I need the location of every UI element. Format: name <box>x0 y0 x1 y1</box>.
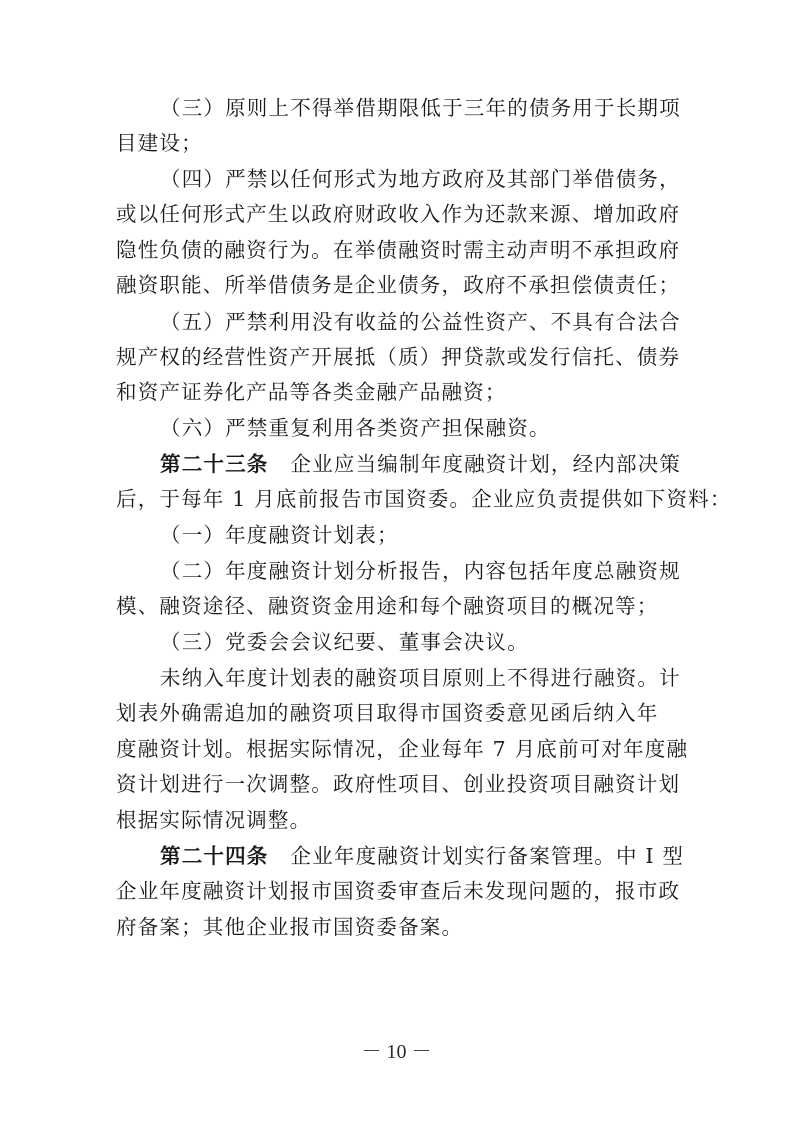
item-2-line-1: （二）年度融资计划分析报告，内容包括年度总融资规 <box>160 559 681 583</box>
article-24-line-2: 企业年度融资计划报市国资委审查后未发现问题的，报市政 <box>116 879 681 903</box>
paragraph-plan-line-4: 资计划进行一次调整。政府性项目、创业投资项目融资计划 <box>116 772 681 796</box>
article-24-heading: 第二十四条 <box>160 844 269 868</box>
paragraph-4-line-2: 或以任何形式产生以政府财政收入作为还款来源、增加政府 <box>116 202 681 226</box>
paragraph-plan-line-1: 未纳入年度计划表的融资项目原则上不得进行融资。计 <box>160 666 681 690</box>
paragraph-5-line-3: 和资产证券化产品等各类金融产品融资； <box>116 380 507 404</box>
page-number: － 10 － <box>361 1041 432 1063</box>
item-1-line: （一）年度融资计划表； <box>160 523 399 547</box>
paragraph-3-line-2: 目建设； <box>116 131 203 155</box>
paragraph-5-line-2: 规产权的经营性资产开展抵（质）押贷款或发行信托、债券 <box>116 345 681 369</box>
paragraph-plan-line-5: 根据实际情况调整。 <box>116 808 312 832</box>
article-24-line-1 <box>160 844 684 868</box>
item-3-line: （三）党委会会议纪要、董事会决议。 <box>160 630 529 654</box>
paragraph-5-line-1: （五）严禁利用没有收益的公益性资产、不具有合法合 <box>160 310 681 334</box>
paragraph-4-line-4: 融资职能、所举借债务是企业债务，政府不承担偿债责任； <box>116 273 681 297</box>
paragraph-4-line-3: 隐性负债的融资行为。在举债融资时需主动声明不承担政府 <box>116 238 681 262</box>
paragraph-3-line-1: （三）原则上不得举借期限低于三年的债务用于长期项 <box>160 96 681 120</box>
item-2-line-2: 模、融资途径、融资资金用途和每个融资项目的概况等； <box>116 594 659 618</box>
paragraph-plan-line-2: 划表外确需追加的融资项目取得市国资委意见函后纳入年 <box>116 701 659 725</box>
paragraph-plan-line-3: 度融资计划。根据实际情况，企业每年 7 月底前可对年度融 <box>116 737 689 761</box>
article-24-line-3: 府备案；其他企业报市国资委备案。 <box>116 915 464 939</box>
article-23-heading: 第二十三条 <box>160 452 269 476</box>
article-23-text: 企业应当编制年度融资计划，经内部决策 <box>290 452 682 476</box>
article-23-line-1 <box>160 452 681 476</box>
article-24-text: 企业年度融资计划实行备案管理。中 I 型 <box>290 844 685 868</box>
article-23-line-2: 后，于每年 1 月底前报告市国资委。企业应负责提供如下资料： <box>116 487 732 511</box>
paragraph-4-line-1: （四）严禁以任何形式为地方政府及其部门举借债务， <box>160 167 681 191</box>
paragraph-6-line-1: （六）严禁重复利用各类资产担保融资。 <box>160 416 551 440</box>
